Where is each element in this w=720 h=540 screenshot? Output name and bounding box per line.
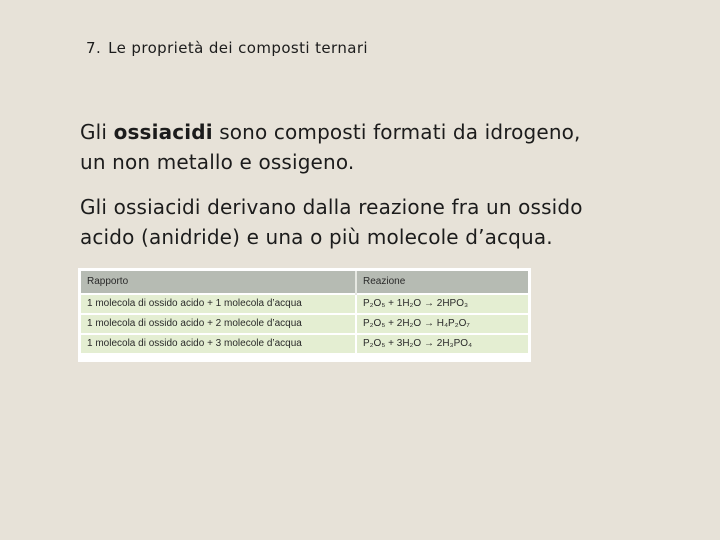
definition-line-1 xyxy=(80,117,700,147)
table-row xyxy=(81,294,528,314)
definition-term: ossiacidi xyxy=(113,120,213,144)
definition-paragraph xyxy=(80,117,700,177)
table-row xyxy=(81,334,528,353)
ratio-cell: 1 molecola di ossido acido + 2 molecole d’acqua xyxy=(81,314,356,334)
slide-title xyxy=(86,39,368,57)
origin-line-2: acido (anidride) e una o più molecole d’acqua. xyxy=(80,225,553,249)
reaction-cell: P₂O₅ + 1H₂O → 2HPO₃ xyxy=(356,294,528,314)
reaction-table-panel xyxy=(78,268,531,362)
definition-rest: sono composti formati da idrogeno, xyxy=(212,120,581,144)
origin-line-1: Gli ossiacidi derivano dalla reazione fra un ossido xyxy=(80,195,583,219)
slide-number: 7. xyxy=(86,39,102,57)
table-row xyxy=(81,314,528,334)
table-header-row xyxy=(81,271,528,294)
definition-lead: Gli xyxy=(80,120,114,144)
ratio-cell: 1 molecola di ossido acido + 1 molecola d’acqua xyxy=(81,294,356,314)
header-reazione: Reazione xyxy=(356,271,528,294)
origin-paragraph xyxy=(80,192,700,252)
header-rapporto: Rapporto xyxy=(81,271,356,294)
definition-line-2: un non metallo e ossigeno. xyxy=(80,150,355,174)
reaction-cell: P₂O₅ + 3H₂O → 2H₃PO₄ xyxy=(356,334,528,353)
slide-title-text: Le proprietà dei composti ternari xyxy=(108,39,368,57)
ratio-cell: 1 molecola di ossido acido + 3 molecole d’acqua xyxy=(81,334,356,353)
reaction-table xyxy=(81,271,528,353)
reaction-cell: P₂O₅ + 2H₂O → H₄P₂O₇ xyxy=(356,314,528,334)
